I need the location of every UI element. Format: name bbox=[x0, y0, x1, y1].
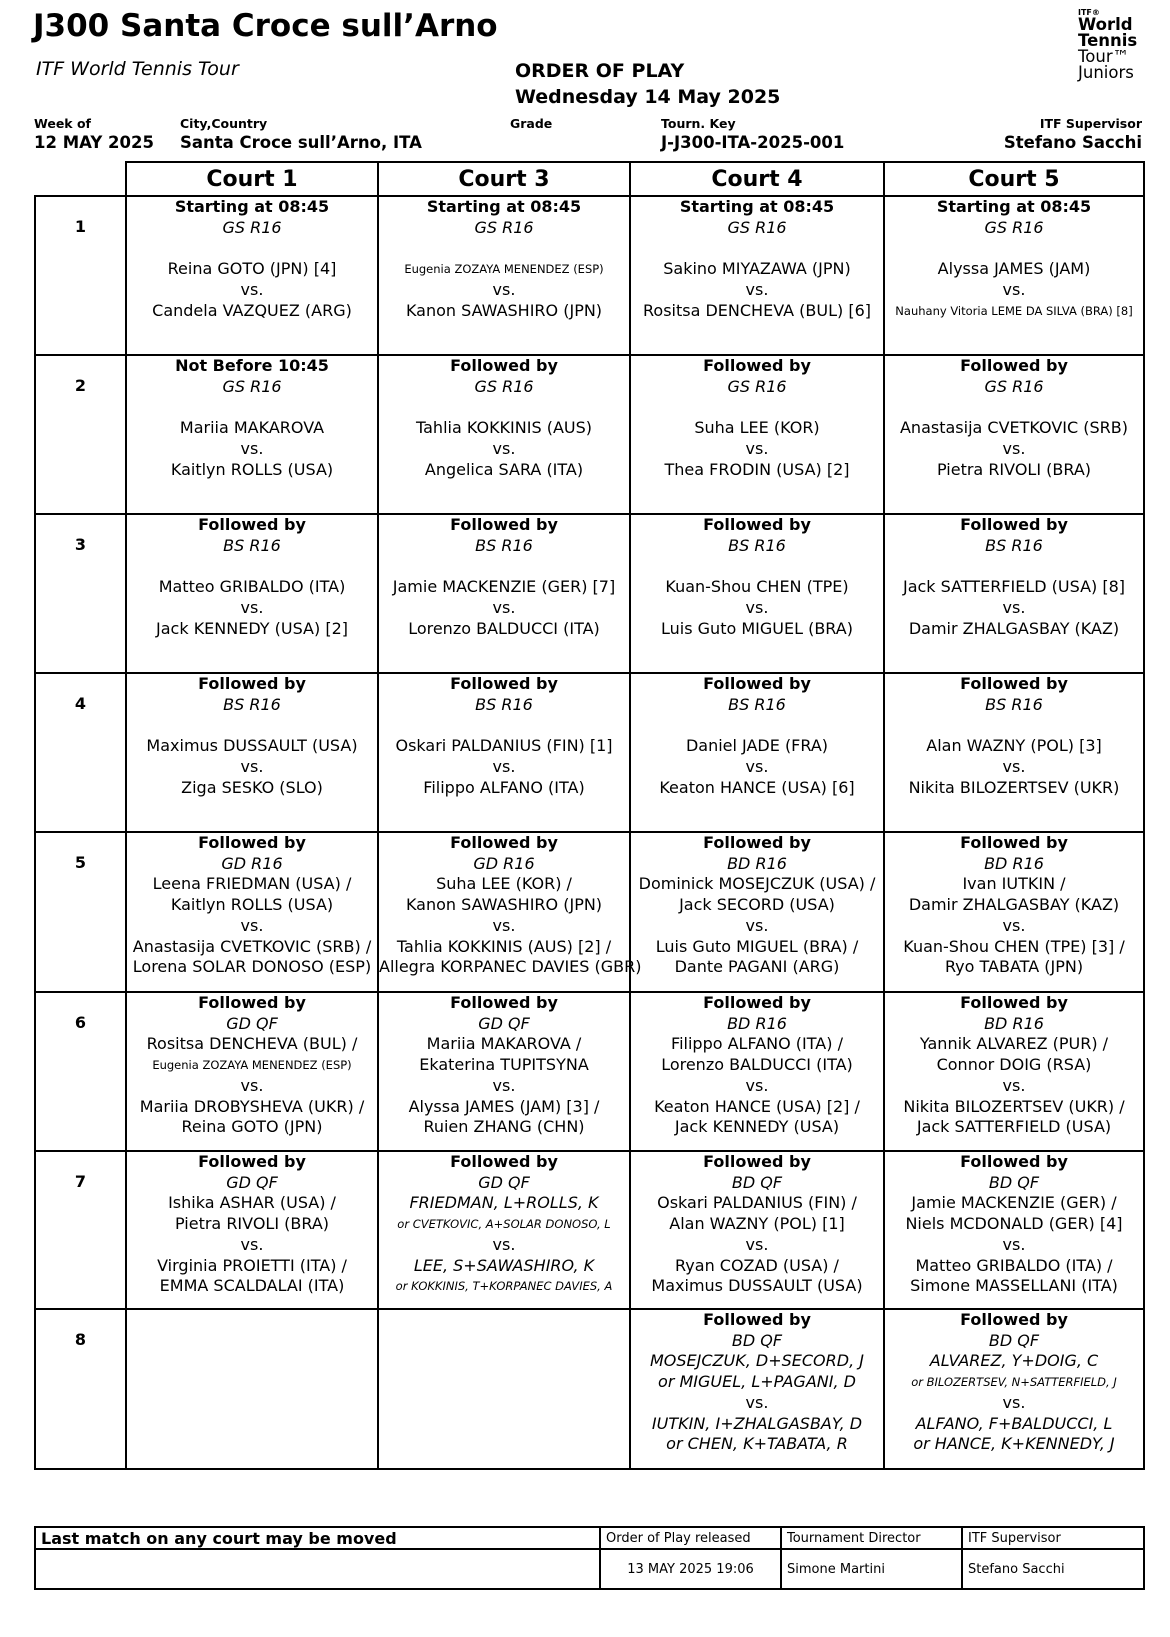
player-line: Dominick MOSEJCZUK (USA) / bbox=[638, 874, 876, 894]
player-line: Jamie MACKENZIE (GER) / bbox=[911, 1193, 1117, 1213]
match-event: GS R16 bbox=[984, 376, 1044, 396]
player-line: Anastasija CVETKOVIC (SRB) bbox=[899, 418, 1128, 438]
match-cell bbox=[126, 832, 378, 992]
match-event: BS R16 bbox=[728, 694, 786, 714]
itf-juniors-logo bbox=[1078, 8, 1137, 81]
spacer bbox=[127, 397, 377, 418]
player-line: Ishika ASHAR (USA) / bbox=[168, 1193, 336, 1213]
match-row bbox=[35, 196, 1144, 355]
versus-label: vs. bbox=[240, 915, 264, 935]
spacer bbox=[631, 715, 883, 736]
player-line: Maximus DUSSAULT (USA) bbox=[146, 736, 358, 756]
match-event: BS R16 bbox=[223, 694, 281, 714]
match-start-time: Starting at 08:45 bbox=[679, 197, 835, 216]
versus-label: vs. bbox=[240, 597, 264, 617]
player-line: or HANCE, K+KENNEDY, J bbox=[913, 1434, 1115, 1454]
match-event: GD QF bbox=[478, 1172, 530, 1192]
match-row bbox=[35, 1151, 1144, 1309]
match-event: BS R16 bbox=[223, 535, 281, 555]
match-start-time: Starting at 08:45 bbox=[174, 197, 330, 216]
logo-itf-mark: ITF® bbox=[1078, 8, 1100, 17]
player-line: Nikita BILOZERTSEV (UKR) / bbox=[903, 1096, 1125, 1116]
order-of-play-label: ORDER OF PLAY bbox=[515, 60, 685, 82]
footer-supervisor-label: ITF Supervisor bbox=[962, 1527, 1144, 1549]
match-cell bbox=[630, 355, 884, 514]
versus-label: vs. bbox=[1002, 1075, 1026, 1095]
match-event: BS R16 bbox=[985, 535, 1043, 555]
versus-label: vs. bbox=[1002, 279, 1026, 299]
versus-label: vs. bbox=[745, 597, 769, 617]
player-line: MOSEJCZUK, D+SECORD, J bbox=[650, 1351, 864, 1371]
versus-label: vs. bbox=[745, 438, 769, 458]
spacer bbox=[127, 238, 377, 259]
player-line: EMMA SCALDALAI (ITA) bbox=[159, 1276, 345, 1296]
player-line: Matteo GRIBALDO (ITA) bbox=[158, 577, 346, 597]
match-start-time: Followed by bbox=[960, 1152, 1068, 1171]
match-row bbox=[35, 355, 1144, 514]
match-start-time: Followed by bbox=[703, 833, 811, 852]
meta-city-label: City,Country bbox=[180, 116, 268, 131]
match-row bbox=[35, 673, 1144, 832]
player-line: Connor DOIG (RSA) bbox=[936, 1055, 1092, 1075]
court-header: Court 5 bbox=[884, 162, 1144, 196]
match-event: GS R16 bbox=[474, 217, 534, 237]
match-event: GD QF bbox=[226, 1172, 278, 1192]
player-line: Candela VAZQUEZ (ARG) bbox=[152, 300, 352, 320]
match-row bbox=[35, 832, 1144, 992]
match-start-time: Followed by bbox=[703, 993, 811, 1012]
match-cell bbox=[378, 832, 642, 992]
versus-label: vs. bbox=[492, 756, 516, 776]
player-line: Lorenzo BALDUCCI (ITA) bbox=[661, 1055, 853, 1075]
match-row bbox=[35, 1309, 1144, 1469]
logo-line-world: World bbox=[1078, 15, 1133, 34]
player-line: Leena FRIEDMAN (USA) / bbox=[152, 874, 352, 894]
match-cell bbox=[630, 1309, 884, 1469]
match-start-time: Followed by bbox=[960, 356, 1068, 375]
match-start-time: Followed by bbox=[450, 515, 558, 534]
match-cell bbox=[378, 1151, 630, 1309]
logo-line-tennis: Tennis bbox=[1078, 31, 1138, 50]
player-line: Reina GOTO (JPN) [4] bbox=[167, 259, 337, 279]
meta-grade bbox=[510, 116, 552, 132]
versus-label: vs. bbox=[745, 1234, 769, 1254]
match-cell bbox=[126, 355, 378, 514]
player-line: Rositsa DENCHEVA (BUL) [6] bbox=[643, 300, 871, 320]
match-cell bbox=[126, 1309, 378, 1469]
court-header: Court 4 bbox=[630, 162, 884, 196]
match-event: GS R16 bbox=[222, 217, 282, 237]
spacer bbox=[379, 238, 629, 259]
player-line: Damir ZHALGASBAY (KAZ) bbox=[908, 895, 1120, 915]
player-line: Daniel JADE (FRA) bbox=[685, 736, 829, 756]
player-line: Tahlia KOKKINIS (AUS) bbox=[416, 418, 592, 438]
player-line: or CVETKOVIC, A+SOLAR DONOSO, L bbox=[397, 1217, 611, 1232]
footer-note: Last match on any court may be moved bbox=[35, 1527, 600, 1549]
match-start-time: Followed by bbox=[703, 674, 811, 693]
player-line: Jack SATTERFIELD (USA) [8] bbox=[902, 577, 1125, 597]
footer-supervisor-value: Stefano Sacchi bbox=[962, 1549, 1144, 1589]
released-value: 13 MAY 2025 19:06 bbox=[600, 1549, 781, 1589]
player-line: Keaton HANCE (USA) [6] bbox=[659, 777, 855, 797]
player-line: Lorenzo BALDUCCI (ITA) bbox=[408, 618, 600, 638]
director-value: Simone Martini bbox=[781, 1549, 962, 1589]
player-line: Dante PAGANI (ARG) bbox=[674, 957, 840, 977]
player-line: Ryo TABATA (JPN) bbox=[944, 957, 1084, 977]
spacer bbox=[885, 238, 1143, 259]
player-line: Kaitlyn ROLLS (USA) bbox=[170, 895, 334, 915]
player-line: Kanon SAWASHIRO (JPN) bbox=[405, 895, 603, 915]
versus-label: vs. bbox=[745, 279, 769, 299]
versus-label: vs. bbox=[1002, 438, 1026, 458]
player-line: Ruien ZHANG (CHN) bbox=[423, 1117, 585, 1137]
player-line: Jamie MACKENZIE (GER) [7] bbox=[392, 577, 616, 597]
versus-label: vs. bbox=[745, 1392, 769, 1412]
match-start-time: Followed by bbox=[450, 356, 558, 375]
match-start-time: Followed by bbox=[960, 993, 1068, 1012]
court-header-row bbox=[35, 162, 1144, 196]
player-line: Jack KENNEDY (USA) [2] bbox=[156, 618, 348, 638]
player-line: Jack KENNEDY (USA) bbox=[674, 1117, 840, 1137]
versus-label: vs. bbox=[492, 438, 516, 458]
match-start-time: Followed by bbox=[198, 993, 306, 1012]
match-start-time: Followed by bbox=[198, 515, 306, 534]
footer-blank bbox=[35, 1549, 600, 1589]
match-event: GD R16 bbox=[473, 853, 535, 873]
versus-label: vs. bbox=[240, 279, 264, 299]
match-start-time: Followed by bbox=[703, 515, 811, 534]
versus-label: vs. bbox=[745, 915, 769, 935]
player-line: FRIEDMAN, L+ROLLS, K bbox=[409, 1193, 599, 1213]
versus-label: vs. bbox=[492, 1234, 516, 1254]
player-line: Alan WAZNY (POL) [3] bbox=[926, 736, 1102, 756]
match-event: BD R16 bbox=[984, 853, 1044, 873]
player-line: Alan WAZNY (POL) [1] bbox=[669, 1214, 845, 1234]
match-start-time: Followed by bbox=[703, 1152, 811, 1171]
match-cell bbox=[126, 992, 378, 1151]
match-cell bbox=[378, 196, 630, 355]
player-line: Angelica SARA (ITA) bbox=[424, 459, 584, 479]
player-line: Oskari PALDANIUS (FIN) [1] bbox=[395, 736, 613, 756]
match-cell bbox=[378, 514, 630, 673]
player-line: Thea FRODIN (USA) [2] bbox=[664, 459, 850, 479]
versus-label: vs. bbox=[745, 1075, 769, 1095]
match-event: BS R16 bbox=[728, 535, 786, 555]
versus-label: vs. bbox=[240, 756, 264, 776]
match-event: GD QF bbox=[226, 1013, 278, 1033]
player-line: Yannik ALVAREZ (PUR) / bbox=[919, 1034, 1109, 1054]
meta-supervisor-label: ITF Supervisor bbox=[1039, 116, 1142, 131]
player-line: Mariia DROBYSHEVA (UKR) / bbox=[139, 1096, 365, 1116]
match-cell bbox=[126, 673, 378, 832]
player-line: Pietra RIVOLI (BRA) bbox=[174, 1214, 329, 1234]
player-line: Damir ZHALGASBAY (KAZ) bbox=[908, 618, 1120, 638]
match-start-time: Followed by bbox=[960, 1310, 1068, 1329]
logo-line-tour: Tour™ bbox=[1078, 47, 1130, 66]
spacer bbox=[631, 238, 883, 259]
match-cell bbox=[884, 1151, 1144, 1309]
spacer bbox=[127, 556, 377, 577]
match-cell bbox=[126, 1151, 378, 1309]
player-line: Maximus DUSSAULT (USA) bbox=[651, 1276, 863, 1296]
player-line: Pietra RIVOLI (BRA) bbox=[936, 459, 1091, 479]
player-line: Kuan-Shou CHEN (TPE) [3] / bbox=[903, 936, 1125, 956]
match-start-time: Followed by bbox=[703, 356, 811, 375]
court-header: Court 1 bbox=[126, 162, 378, 196]
player-line: or BILOZERTSEV, N+SATTERFIELD, J bbox=[911, 1375, 1117, 1390]
meta-grade-label: Grade bbox=[510, 116, 553, 131]
player-line: Ryan COZAD (USA) / bbox=[675, 1255, 839, 1275]
spacer bbox=[885, 397, 1143, 418]
player-line: Matteo GRIBALDO (ITA) / bbox=[915, 1255, 1113, 1275]
player-line: Sakino MIYAZAWA (JPN) bbox=[663, 259, 851, 279]
match-start-time: Followed by bbox=[198, 674, 306, 693]
versus-label: vs. bbox=[1002, 1392, 1026, 1412]
match-start-time: Not Before 10:45 bbox=[175, 356, 329, 375]
match-event: GS R16 bbox=[222, 376, 282, 396]
match-order-number: 1 bbox=[35, 196, 126, 355]
match-event: BD QF bbox=[731, 1330, 783, 1350]
player-line: Filippo ALFANO (ITA) / bbox=[671, 1034, 843, 1054]
player-line: Ekaterina TUPITSYNA bbox=[419, 1055, 589, 1075]
match-cell bbox=[378, 355, 630, 514]
match-cell bbox=[884, 514, 1144, 673]
match-cell bbox=[884, 196, 1144, 355]
meta-tourn-key bbox=[661, 116, 844, 154]
match-event: GS R16 bbox=[984, 217, 1044, 237]
match-event: BD QF bbox=[988, 1172, 1040, 1192]
order-of-play-grid bbox=[34, 161, 1145, 1470]
match-start-time: Starting at 08:45 bbox=[936, 197, 1092, 216]
match-event: GD QF bbox=[478, 1013, 530, 1033]
match-cell bbox=[884, 673, 1144, 832]
versus-label: vs. bbox=[745, 756, 769, 776]
player-line: Jack SATTERFIELD (USA) bbox=[916, 1117, 1112, 1137]
match-cell bbox=[884, 1309, 1144, 1469]
player-line: Nikita BILOZERTSEV (UKR) bbox=[908, 777, 1120, 797]
meta-key-label: Tourn. Key bbox=[661, 116, 736, 131]
match-cell bbox=[884, 832, 1144, 992]
player-line: Eugenia ZOZAYA MENENDEZ (ESP) bbox=[404, 262, 604, 277]
director-label: Tournament Director bbox=[781, 1527, 962, 1549]
match-cell bbox=[884, 992, 1144, 1151]
player-line: Mariia MAKAROVA / bbox=[426, 1034, 582, 1054]
match-start-time: Followed by bbox=[960, 515, 1068, 534]
match-order-number: 8 bbox=[35, 1309, 126, 1469]
match-cell bbox=[630, 992, 884, 1151]
match-start-time: Followed by bbox=[198, 833, 306, 852]
spacer bbox=[631, 556, 883, 577]
spacer bbox=[631, 397, 883, 418]
match-start-time: Followed by bbox=[703, 1310, 811, 1329]
versus-label: vs. bbox=[1002, 597, 1026, 617]
released-label: Order of Play released bbox=[600, 1527, 781, 1549]
match-start-time: Followed by bbox=[450, 1152, 558, 1171]
match-cell bbox=[378, 1309, 630, 1469]
player-line: Alyssa JAMES (JAM) bbox=[937, 259, 1091, 279]
match-start-time: Followed by bbox=[198, 1152, 306, 1171]
meta-city bbox=[180, 116, 422, 154]
match-cell bbox=[126, 514, 378, 673]
match-row bbox=[35, 992, 1144, 1151]
match-order-number: 3 bbox=[35, 514, 126, 673]
player-line: Suha LEE (KOR) bbox=[694, 418, 820, 438]
match-order-number: 5 bbox=[35, 832, 126, 992]
player-line: Anastasija CVETKOVIC (SRB) / bbox=[132, 936, 372, 956]
player-line: or KOKKINIS, T+KORPANEC DAVIES, A bbox=[395, 1279, 613, 1294]
player-line: Kanon SAWASHIRO (JPN) bbox=[405, 300, 603, 320]
match-order-number: 6 bbox=[35, 992, 126, 1151]
match-start-time: Starting at 08:45 bbox=[426, 197, 582, 216]
match-order-number: 4 bbox=[35, 673, 126, 832]
player-line: ALVAREZ, Y+DOIG, C bbox=[929, 1351, 1099, 1371]
versus-label: vs. bbox=[240, 438, 264, 458]
player-line: or MIGUEL, L+PAGANI, D bbox=[658, 1372, 856, 1392]
match-event: GS R16 bbox=[474, 376, 534, 396]
player-line: Ivan IUTKIN / bbox=[962, 874, 1066, 894]
match-event: BD QF bbox=[988, 1330, 1040, 1350]
match-order-number: 7 bbox=[35, 1151, 126, 1309]
match-order-number: 2 bbox=[35, 355, 126, 514]
order-of-play-heading bbox=[515, 58, 780, 110]
versus-label: vs. bbox=[492, 1075, 516, 1095]
page-title: J300 Santa Croce sull’Arno bbox=[33, 8, 498, 44]
match-cell bbox=[630, 514, 884, 673]
player-line: LEE, S+SAWASHIRO, K bbox=[413, 1255, 595, 1275]
match-event: BD R16 bbox=[984, 1013, 1044, 1033]
logo-line-juniors: Juniors bbox=[1078, 63, 1134, 82]
player-line: Oskari PALDANIUS (FIN) / bbox=[657, 1193, 857, 1213]
match-cell bbox=[378, 992, 630, 1151]
match-row bbox=[35, 514, 1144, 673]
match-event: GS R16 bbox=[727, 376, 787, 396]
spacer bbox=[885, 556, 1143, 577]
player-line: Keaton HANCE (USA) [2] / bbox=[654, 1096, 860, 1116]
spacer bbox=[127, 715, 377, 736]
meta-supervisor bbox=[1004, 116, 1142, 154]
player-line: Lorena SOLAR DONOSO (ESP) bbox=[132, 957, 372, 977]
match-cell bbox=[630, 1151, 884, 1309]
meta-week-label: Week of bbox=[34, 116, 91, 131]
match-cell bbox=[630, 673, 884, 832]
match-cell bbox=[884, 355, 1144, 514]
versus-label: vs. bbox=[492, 279, 516, 299]
player-line: ALFANO, F+BALDUCCI, L bbox=[915, 1413, 1113, 1433]
match-cell bbox=[378, 673, 630, 832]
page-subtitle: ITF World Tennis Tour bbox=[36, 58, 239, 80]
match-start-time: Followed by bbox=[450, 833, 558, 852]
spacer bbox=[885, 715, 1143, 736]
player-line: IUTKIN, I+ZHALGASBAY, D bbox=[651, 1413, 863, 1433]
match-event: BD QF bbox=[731, 1172, 783, 1192]
versus-label: vs. bbox=[492, 915, 516, 935]
match-start-time: Followed by bbox=[960, 833, 1068, 852]
meta-city-value: Santa Croce sull’Arno, ITA bbox=[180, 133, 422, 152]
player-line: Luis Guto MIGUEL (BRA) bbox=[661, 618, 853, 638]
player-line: Alyssa JAMES (JAM) [3] / bbox=[408, 1096, 600, 1116]
match-event: BS R16 bbox=[985, 694, 1043, 714]
meta-week-value: 12 MAY 2025 bbox=[34, 133, 154, 152]
match-cell bbox=[630, 832, 884, 992]
meta-week bbox=[34, 116, 154, 154]
spacer bbox=[379, 715, 629, 736]
corner-cell bbox=[35, 162, 126, 196]
match-start-time: Followed by bbox=[450, 993, 558, 1012]
player-line: Mariia MAKAROVA bbox=[179, 418, 325, 438]
versus-label: vs. bbox=[1002, 1234, 1026, 1254]
player-line: Allegra KORPANEC DAVIES (GBR) bbox=[379, 957, 642, 977]
versus-label: vs. bbox=[1002, 915, 1026, 935]
meta-key-value: J-J300-ITA-2025-001 bbox=[661, 133, 845, 152]
player-line: Rositsa DENCHEVA (BUL) / bbox=[146, 1034, 358, 1054]
versus-label: vs. bbox=[240, 1234, 264, 1254]
player-line: Ziga SESKO (SLO) bbox=[181, 777, 323, 797]
player-line: Filippo ALFANO (ITA) bbox=[423, 777, 585, 797]
player-line: Kaitlyn ROLLS (USA) bbox=[170, 459, 334, 479]
player-line: Suha LEE (KOR) / bbox=[436, 874, 572, 894]
player-line: Virginia PROIETTI (ITA) / bbox=[157, 1255, 347, 1275]
versus-label: vs. bbox=[240, 1075, 264, 1095]
court-header: Court 3 bbox=[378, 162, 630, 196]
player-line: Luis Guto MIGUEL (BRA) / bbox=[655, 936, 859, 956]
match-event: BS R16 bbox=[475, 535, 533, 555]
match-start-time: Followed by bbox=[960, 674, 1068, 693]
match-start-time: Followed by bbox=[450, 674, 558, 693]
player-line: Niels MCDONALD (GER) [4] bbox=[905, 1214, 1123, 1234]
versus-label: vs. bbox=[492, 597, 516, 617]
play-date: Wednesday 14 May 2025 bbox=[515, 86, 781, 108]
match-event: GS R16 bbox=[727, 217, 787, 237]
footer-table bbox=[34, 1526, 1145, 1590]
match-event: BD R16 bbox=[727, 1013, 787, 1033]
match-event: BS R16 bbox=[475, 694, 533, 714]
player-line: Nauhany Vitoria LEME DA SILVA (BRA) [8] bbox=[895, 303, 1133, 318]
player-line: Reina GOTO (JPN) bbox=[181, 1117, 323, 1137]
player-line: Jack SECORD (USA) bbox=[679, 895, 835, 915]
player-line: Tahlia KOKKINIS (AUS) [2] / bbox=[396, 936, 612, 956]
player-line: Eugenia ZOZAYA MENENDEZ (ESP) bbox=[152, 1058, 352, 1073]
match-cell bbox=[126, 196, 378, 355]
meta-supervisor-value: Stefano Sacchi bbox=[1003, 133, 1142, 152]
player-line: or CHEN, K+TABATA, R bbox=[666, 1434, 848, 1454]
player-line: Simone MASSELLANI (ITA) bbox=[910, 1276, 1118, 1296]
player-line: Kuan-Shou CHEN (TPE) bbox=[665, 577, 849, 597]
versus-label: vs. bbox=[1002, 756, 1026, 776]
match-event: GD R16 bbox=[221, 853, 283, 873]
match-event: BD R16 bbox=[727, 853, 787, 873]
spacer bbox=[379, 556, 629, 577]
spacer bbox=[379, 397, 629, 418]
match-cell bbox=[630, 196, 884, 355]
